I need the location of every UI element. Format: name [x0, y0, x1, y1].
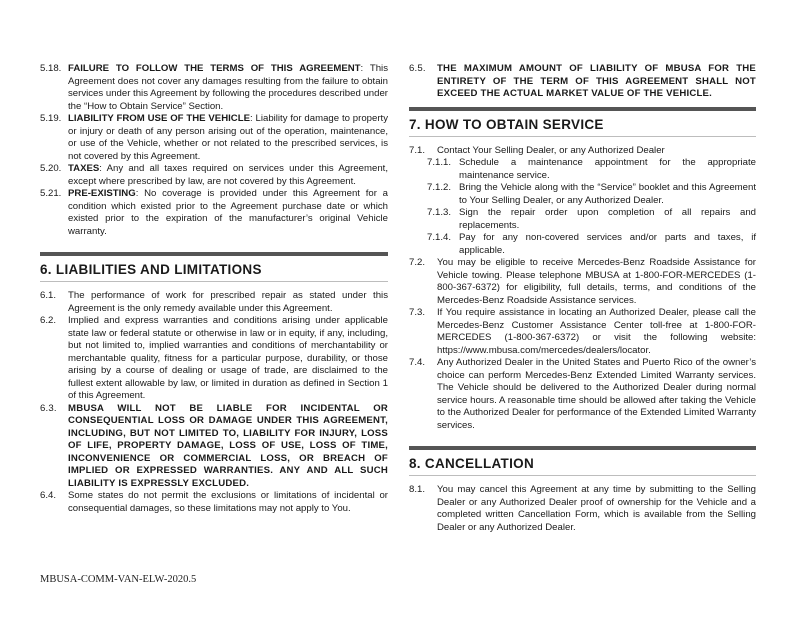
document-footer-id: MBUSA-COMM-VAN-ELW-2020.5 — [40, 574, 197, 585]
clause-text: MBUSA WILL NOT BE LIABLE FOR INCIDENTAL OR CONSEQUENTIAL LOSS OR DAMAGE UNDER THIS AGREEMENT, INCLUDING, BUT NOT LIMITED TO, LIABILITY FOR INJURY, LOSS OF LIFE, PROPERTY DAMAGE, LOSS OF USE, LOSS OF TIME, INCONVENIENCE OR COMMERCIAL LOSS, OR BREACH OF IMPLIED OR EXPRESSED WARRANTIES. ANY AND ALL SUCH LIABILITY IS EXPRESSLY EXCLUDED. — [68, 402, 388, 489]
clause-text: : Liability for damage to property or injury or death of any person arising out of the operation, maintenance, or use of the Vehicle, whether or not related to the prescribed services, is not covered by this Agreement. — [68, 113, 388, 162]
clause-7-4 — [409, 357, 756, 432]
clause-7-1-4 — [409, 232, 756, 257]
clause-number: 7.2. — [409, 257, 426, 268]
clause-number: 5.19. — [40, 113, 62, 124]
section-7 — [409, 107, 756, 137]
clause-text: : Any and all taxes required on services under this Agreement, except where prescribed by law, are not covered by this Agreement. — [68, 163, 388, 187]
clause-6-5 — [409, 63, 756, 101]
clause-number: 6.5. — [409, 63, 426, 74]
clause-number: 7.1.4. — [427, 232, 452, 243]
clause-number: 5.20. — [40, 163, 62, 174]
clause-number: 6.2. — [40, 315, 57, 326]
clause-number: 6.1. — [40, 290, 57, 301]
clause-heading: TAXES — [68, 163, 100, 174]
section-title: 8. CANCELLATION — [409, 450, 756, 476]
clause-6-1 — [40, 290, 388, 315]
right-column — [409, 63, 756, 534]
clause-5-21 — [40, 188, 388, 238]
clause-number: 7.1.1. — [427, 157, 452, 168]
clause-text: Some states do not permit the exclusions or limitations of incidental or consequential damages, so these limitations may not apply to You. — [68, 490, 388, 514]
clause-text: Bring the Vehicle along with the “Service” booklet and this Agreement to Your Selling Dealer, or any Authorized Dealer. — [459, 182, 756, 206]
clause-text: THE MAXIMUM AMOUNT OF LIABILITY OF MBUSA FOR THE ENTIRETY OF THE TERM OF THIS AGREEMENT SHALL NOT EXCEED THE ACTUAL MARKET VALUE OF THE VEHICLE. — [437, 63, 756, 99]
clause-7-1-2 — [409, 182, 756, 207]
clause-number: 7.1.3. — [427, 207, 452, 218]
clause-text: Implied and express warranties and conditions arising under applicable state law or federal statute or otherwise in law or in equity, if any, including, but not limited to, implied warranties and conditions of merchantability or merchantable quality, fitness for a particular purpose, durability, or those arising by a course of dealing or usage of trade, are disclaimed to the fullest extent allowable by law, or limited in duration as defined in Section 1 of this Agreement. — [68, 315, 388, 401]
clause-text: Any Authorized Dealer in the United States and Puerto Rico of the owner’s choice can perform Mercedes-Benz Extended Limited Warranty services. The Vehicle should be delivered to the Authorized Dealer during normal service hours. A reasonable time should be allowed after taking the Vehicle to the Authorized Dealer for performance of the Extended Limited Warranty services. — [437, 357, 756, 431]
clause-text: : No coverage is provided under this Agreement for a condition which existed prior to the Agreement purchase date or which existed prior to the expiration of the manufacturer’s original Vehicle warranty. — [68, 188, 388, 237]
clause-number: 5.18. — [40, 63, 62, 74]
clause-text: Contact Your Selling Dealer, or any Authorized Dealer — [437, 144, 665, 156]
clause-5-19 — [40, 113, 388, 163]
clause-5-18 — [40, 63, 388, 113]
clause-heading: LIABILITY FROM USE OF THE VEHICLE — [68, 113, 250, 124]
clause-6-2 — [40, 315, 388, 403]
clause-heading: FAILURE TO FOLLOW THE TERMS OF THIS AGREEMENT — [68, 63, 361, 74]
clause-number: 6.3. — [40, 402, 57, 414]
clause-text: The performance of work for prescribed repair as stated under this Agreement is the only remedy available under this Agreement. — [68, 290, 388, 314]
section-title: 6. LIABILITIES AND LIMITATIONS — [40, 256, 388, 282]
clause-text: You may cancel this Agreement at any time by submitting to the Selling Dealer or any Authorized Dealer proof of ownership for the Vehicle and a completed written Cancellation Form, which is available from the Selling Dealer or any Authorized Dealer. — [437, 484, 756, 533]
clause-7-3 — [409, 307, 756, 357]
clause-5-20 — [40, 163, 388, 188]
clause-text: Sign the repair order upon completion of all repairs and replacements. — [459, 207, 756, 231]
clause-text: Schedule a maintenance appointment for the appropriate maintenance service. — [459, 157, 756, 181]
clause-7-1-1 — [409, 157, 756, 182]
clause-8-1 — [409, 484, 756, 534]
clause-text: : This Agreement does not cover any damages resulting from the failure to obtain services under this Agreement by following the procedures described under the “How to Obtain Service” Section. — [68, 63, 388, 112]
left-column — [40, 63, 388, 515]
clause-text: If You require assistance in locating an Authorized Dealer, please call the Mercedes-Benz Customer Assistance Center toll-free at 1-800-FOR-MERCEDES (1-800-367-6372) or visit the following website: https://www.mbusa.com/mercedes/dealers/locator. — [437, 307, 756, 356]
section-8 — [409, 446, 756, 476]
clause-text: Pay for any non-covered services and/or parts and taxes, if applicable. — [459, 232, 756, 256]
section-6 — [40, 252, 388, 282]
section-title: 7. HOW TO OBTAIN SERVICE — [409, 111, 756, 137]
clause-7-2 — [409, 257, 756, 307]
clause-number: 5.21. — [40, 188, 62, 199]
clause-number: 6.4. — [40, 490, 57, 501]
clause-6-4 — [40, 490, 388, 515]
clause-7-1-3 — [409, 207, 756, 232]
clause-number: 7.4. — [409, 357, 426, 368]
clause-number: 7.3. — [409, 307, 426, 318]
clause-number: 7.1.2. — [427, 182, 452, 193]
clause-text: You may be eligible to receive Mercedes-Benz Roadside Assistance for Vehicle towing. Please telephone MBUSA at 1-800-FOR-MERCEDES (1-800-367-6372) for eligibility, full details, terms, and conditions of the Mercedes-Benz Roadside Assistance services. — [437, 257, 756, 306]
clause-6-3 — [40, 403, 388, 491]
clause-heading: PRE-EXISTING — [68, 188, 136, 199]
clause-7-1 — [409, 145, 756, 158]
clause-number: 8.1. — [409, 484, 426, 495]
clause-number: 7.1. — [409, 144, 426, 156]
